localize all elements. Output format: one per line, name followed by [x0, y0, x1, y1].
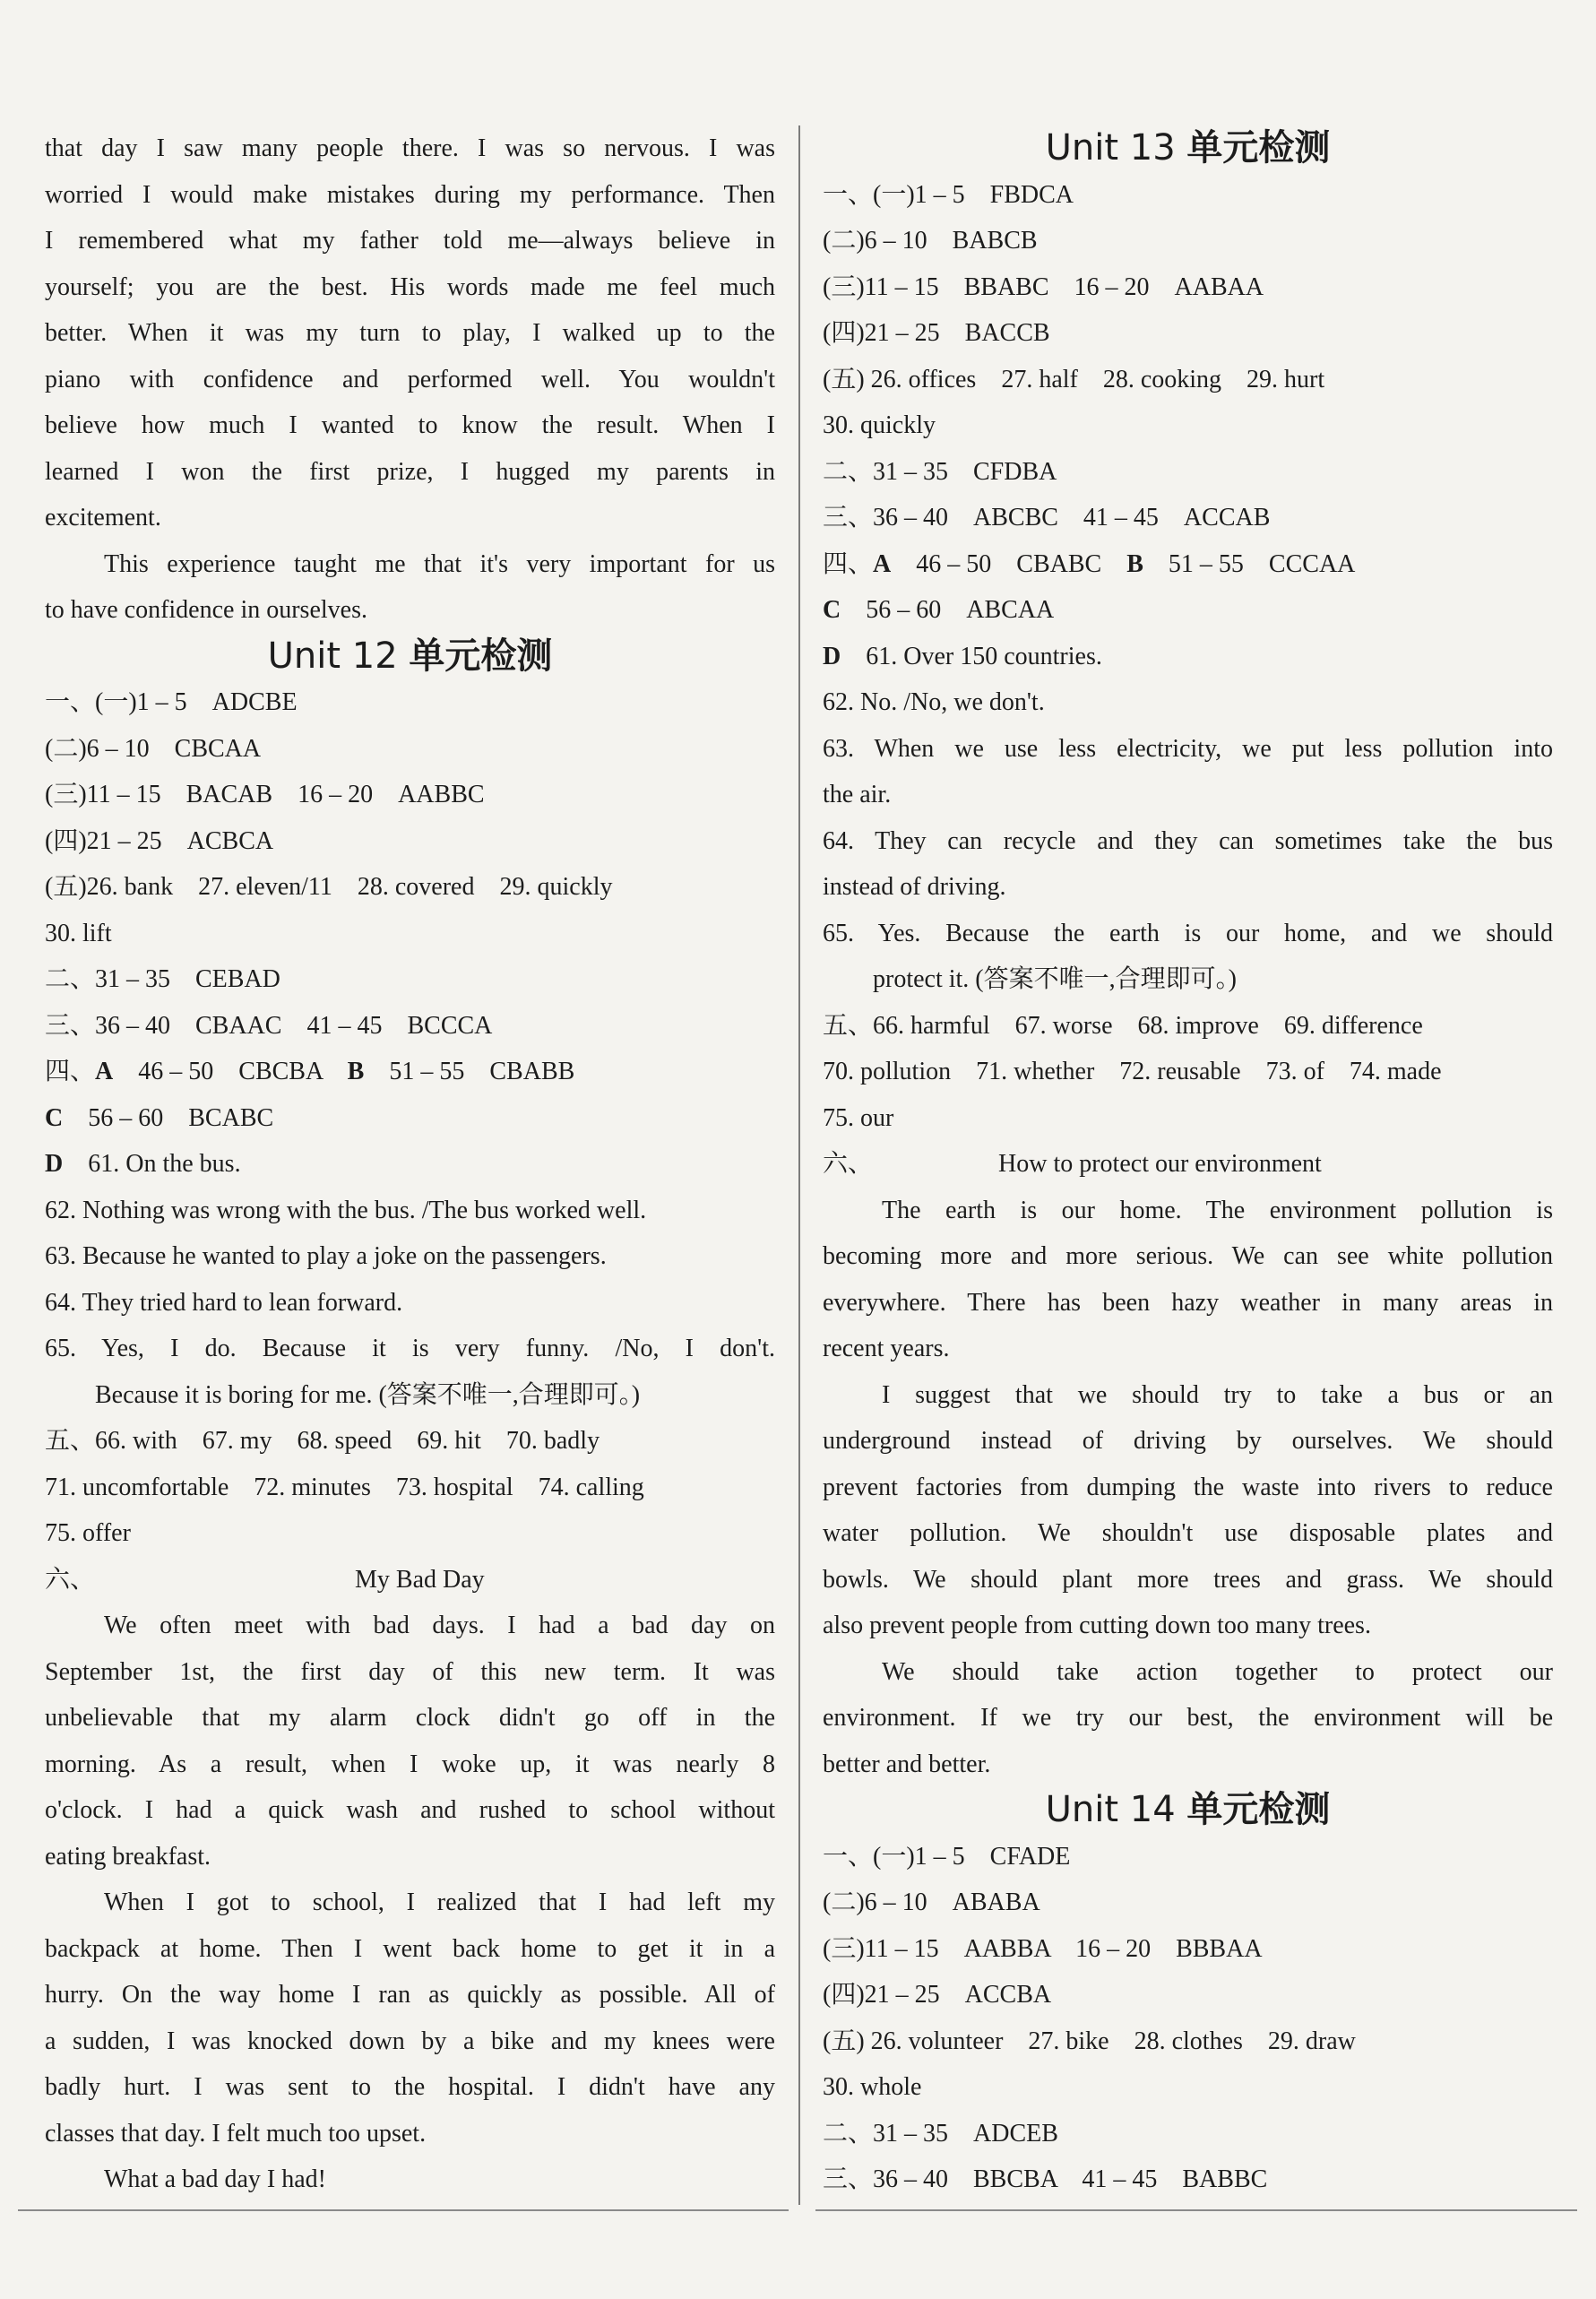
answer-line: 62. Nothing was wrong with the bus. /The bus worked well.: [45, 1196, 647, 1224]
essay-line: excitement.: [45, 504, 161, 532]
passage-a-answers: 46 – 50 CBABC: [916, 549, 1102, 578]
answer-line: (四)21 – 25 BACCB: [823, 319, 1050, 347]
passage-c-answers: 56 – 60 ABCAA: [866, 596, 1055, 624]
passage-d-answer: 61. On the bus.: [88, 1150, 241, 1178]
reading-answers-ab: [45, 1049, 775, 1095]
answer-line: (三)11 – 15 BBABC 16 – 20 AABAA: [823, 272, 1264, 301]
passage-label-c: C: [823, 596, 841, 624]
essay-line: everywhere. There has been hazy weather in many areas in: [823, 1288, 1553, 1317]
answer-line: 63. When we use less electricity, we put less pollution into: [823, 734, 1553, 763]
answer-line: (二)6 – 10 CBCAA: [45, 734, 262, 763]
essay-line: environment. If we try our best, the environment will be: [823, 1704, 1553, 1732]
previous-essay-end: [45, 125, 775, 634]
left-column: [45, 125, 775, 2203]
column-divider: [798, 125, 800, 2205]
essay-line: yourself; you are the best. His words made me feel much: [45, 272, 775, 301]
passage-label-b: B: [1126, 549, 1143, 578]
unit14-title-en: Unit 14: [1045, 1789, 1176, 1830]
unit13-title: [823, 125, 1553, 172]
section-prefix: 四、: [45, 1058, 96, 1085]
passage-label-c: C: [45, 1103, 64, 1132]
vocab-line: 75. our: [823, 1103, 894, 1132]
answer-line: 63. Because he wanted to play a joke on the passengers.: [45, 1242, 607, 1270]
answer-line: 30. lift: [45, 919, 112, 947]
passage-b-answers: 51 – 55 CBABB: [389, 1058, 575, 1085]
passage-a-answers: 46 – 50 CBCBA: [138, 1058, 323, 1085]
bottom-rule-right: [815, 2209, 1577, 2211]
answer-line: 64. They tried hard to lean forward.: [45, 1288, 403, 1317]
unit12-title: [45, 634, 775, 680]
essay-line: piano with confidence and performed well. You wouldn't: [45, 365, 775, 393]
essay-line: This experience taught me that it's very important for us: [104, 549, 775, 578]
essay-line: We should take action together to protect our: [882, 1657, 1553, 1686]
essay-line: prevent factories from dumping the waste into rivers to reduce: [823, 1473, 1553, 1501]
essay-line: to have confidence in ourselves.: [45, 596, 367, 624]
answer-line: (二)6 – 10 BABCB: [823, 227, 1038, 255]
section-prefix: 六、: [45, 1565, 96, 1594]
reading-answers-c: [45, 1095, 775, 1142]
answer-line: 三、36 – 40 CBAAC 41 – 45 BCCCA: [45, 1011, 493, 1040]
vocab-line: 五、66. harmful 67. worse 68. improve 69. difference: [823, 1011, 1423, 1040]
answer-line: protect it. (答案不唯一,合理即可。): [873, 965, 1237, 993]
answer-line: (五)26. bank 27. eleven/11 28. covered 29. quickly: [45, 873, 613, 901]
essay-line: water pollution. We shouldn't use disposable plates and: [823, 1519, 1553, 1547]
passage-label-d: D: [45, 1150, 64, 1178]
vocab-line: 五、66. with 67. my 68. speed 69. hit 70. badly: [45, 1427, 600, 1455]
essay-line: better and better.: [823, 1750, 991, 1778]
passage-label-a: A: [95, 1058, 114, 1085]
essay-line: hurry. On the way home I ran as quickly as possible. All of: [45, 1981, 775, 2009]
passage-d-answer: 61. Over 150 countries.: [866, 642, 1102, 670]
essay-line: What a bad day I had!: [104, 2165, 326, 2193]
answer-line: (五) 26. volunteer 27. bike 28. clothes 29. draw: [823, 2027, 1356, 2055]
essay-line: also prevent people from cutting down too many trees.: [823, 1612, 1371, 1639]
answer-line: 二、31 – 35 ADCEB: [823, 2119, 1058, 2148]
answer-line: 二、31 – 35 CFDBA: [823, 457, 1057, 486]
unit12-title-en: Unit 12: [267, 635, 398, 677]
essay-line: better. When it was my turn to play, I walked up to the: [45, 319, 775, 347]
answer-line: Because it is boring for me. (答案不唯一,合理即可。): [95, 1380, 641, 1409]
answer-line: 30. whole: [823, 2073, 922, 2101]
essay-line: underground instead of driving by ourselves. We should: [823, 1427, 1553, 1455]
answer-line: (四)21 – 25 ACCBA: [823, 1981, 1052, 2009]
reading-answers-d: [823, 634, 1553, 680]
passage-b-answers: 51 – 55 CCCAA: [1168, 549, 1356, 578]
writing-header: [823, 1141, 1553, 1188]
unit12-title-cn: 单元检测: [409, 635, 553, 677]
essay-line: that day I saw many people there. I was so nervous. I was: [45, 134, 775, 162]
essay-line: The earth is our home. The environment pollution is: [882, 1196, 1553, 1224]
passage-label-b: B: [347, 1058, 365, 1085]
section-prefix: 六、: [823, 1150, 874, 1178]
answer-line: 65. Yes. Because the earth is our home, and we should: [823, 919, 1553, 947]
answer-line: (二)6 – 10 ABABA: [823, 1888, 1040, 1916]
essay-title: My Bad Day: [355, 1565, 485, 1594]
unit13-title-cn: 单元检测: [1186, 127, 1331, 169]
answer-line: 一、(一)1 – 5 ADCBE: [45, 688, 298, 716]
unit14-title: [823, 1787, 1553, 1834]
essay-line: badly hurt. I was sent to the hospital. I didn't have any: [45, 2073, 775, 2101]
answer-line: 一、(一)1 – 5 FBDCA: [823, 180, 1074, 209]
unit14-title-cn: 单元检测: [1186, 1789, 1331, 1830]
essay-line: a sudden, I was knocked down by a bike and my knees were: [45, 2027, 775, 2055]
reading-answers-c: [823, 587, 1553, 634]
answer-line: 62. No. /No, we don't.: [823, 688, 1045, 716]
answer-line: instead of driving.: [823, 873, 1006, 901]
essay-line: recent years.: [823, 1335, 950, 1362]
answer-line: (四)21 – 25 ACBCA: [45, 826, 274, 855]
essay-line: bowls. We should plant more trees and grass. We should: [823, 1565, 1553, 1594]
essay-line: We often meet with bad days. I had a bad day on: [104, 1612, 775, 1639]
answer-line: 65. Yes, I do. Because it is very funny. /No, I don't.: [45, 1335, 775, 1362]
answer-line: 一、(一)1 – 5 CFADE: [823, 1842, 1071, 1871]
essay-line: eating breakfast.: [45, 1842, 211, 1871]
bottom-rule-left: [18, 2209, 789, 2211]
essay-line: becoming more and more serious. We can see white pollution: [823, 1242, 1553, 1270]
essay-line: classes that day. I felt much too upset.: [45, 2119, 427, 2148]
essay-line: backpack at home. Then I went back home to get it in a: [45, 1934, 775, 1963]
passage-label-d: D: [823, 642, 841, 670]
answer-line: (三)11 – 15 BACAB 16 – 20 AABBC: [45, 781, 485, 808]
unit13-title-en: Unit 13: [1045, 127, 1176, 169]
writing-header: [45, 1557, 775, 1603]
essay-line: When I got to school, I realized that I had left my: [104, 1888, 775, 1916]
essay-line: I remembered what my father told me—always believe in: [45, 227, 775, 255]
essay-line: worried I would make mistakes during my performance. Then: [45, 180, 775, 209]
answer-line: 30. quickly: [823, 411, 936, 439]
essay-line: believe how much I wanted to know the result. When I: [45, 411, 775, 439]
essay-line: o'clock. I had a quick wash and rushed to school without: [45, 1796, 775, 1824]
answer-line: 三、36 – 40 ABCBC 41 – 45 ACCAB: [823, 504, 1271, 532]
right-column: [823, 125, 1553, 2203]
answer-line: 64. They can recycle and they can sometimes take the bus: [823, 826, 1553, 855]
answer-line: (五) 26. offices 27. half 28. cooking 29. hurt: [823, 365, 1325, 393]
essay-line: learned I won the first prize, I hugged my parents in: [45, 457, 775, 486]
essay-title: How to protect our environment: [998, 1150, 1322, 1178]
vocab-line: 75. offer: [45, 1519, 131, 1547]
passage-c-answers: 56 – 60 BCABC: [88, 1103, 274, 1132]
vocab-line: 70. pollution 71. whether 72. reusable 73. of 74. made: [823, 1058, 1442, 1085]
essay-line: I suggest that we should try to take a bus or an: [882, 1380, 1553, 1409]
answer-line: (三)11 – 15 AABBA 16 – 20 BBBAA: [823, 1934, 1263, 1963]
reading-answers-d: [45, 1141, 775, 1188]
essay-line: unbelievable that my alarm clock didn't go off in the: [45, 1704, 775, 1732]
answer-line: 二、31 – 35 CEBAD: [45, 965, 280, 993]
essay-line: September 1st, the first day of this new term. It was: [45, 1657, 775, 1686]
reading-answers-ab: [823, 541, 1553, 588]
essay-line: morning. As a result, when I woke up, it was nearly 8: [45, 1750, 775, 1778]
section-prefix: 四、: [823, 549, 874, 578]
passage-label-a: A: [873, 549, 892, 578]
answer-line: 三、36 – 40 BBCBA 41 – 45 BABBC: [823, 2165, 1268, 2193]
vocab-line: 71. uncomfortable 72. minutes 73. hospital 74. calling: [45, 1473, 644, 1501]
answer-line: the air.: [823, 781, 892, 808]
